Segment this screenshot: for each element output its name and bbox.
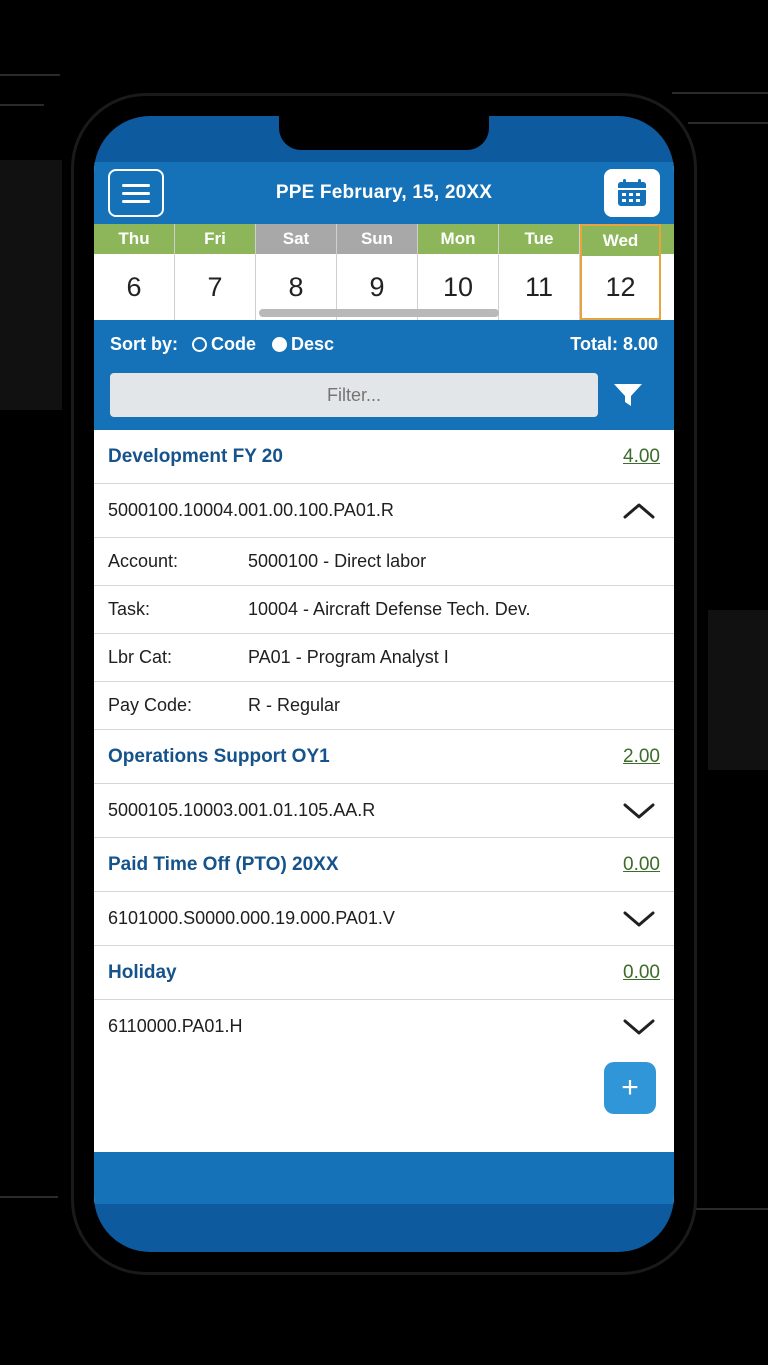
date-cell-13[interactable] [661,224,674,320]
charge-detail-row [94,586,674,634]
charge-detail-value: 5000100 - Direct labor [248,551,427,571]
charge-code-row[interactable] [94,1000,674,1052]
charge-code-row[interactable] [94,784,674,838]
sort-option-code-label: Code [211,333,257,354]
app-screen [94,162,674,1204]
date-cell-dayname: Sun [337,224,417,254]
page-title: PPE February, 15, 20XX [275,182,493,203]
chevron-down-icon[interactable] [618,909,660,929]
total-hours-label: Total: 8.00 [570,333,658,354]
sort-bar [94,320,674,368]
charge-detail-label: Task: [108,599,151,619]
charge-detail-row [94,538,674,586]
charge-group-row[interactable] [94,838,674,892]
charge-detail-value: PA01 - Program Analyst I [248,647,449,667]
calendar-glyph [617,179,647,207]
date-cell-daynumber: 11 [499,254,579,320]
date-cell-dayname: Mon [418,224,498,254]
list-footer [94,1052,674,1130]
background-line-4 [688,122,768,124]
background-line-2 [0,104,44,106]
date-cell-daynumber: 7 [175,254,255,320]
background-line-3 [672,92,768,94]
phone-screen-bezel [94,116,674,1252]
sort-option-desc-label: Desc [291,333,335,354]
background-panel-right [708,610,768,770]
date-cell-daynumber: 9 [337,254,417,320]
menu-bar-1 [122,184,150,187]
date-cell-daynumber: 10 [418,254,498,320]
date-cell-daynumber: 6 [94,254,174,320]
add-charge-button[interactable]: + [604,1062,656,1114]
sort-by-label: Sort by: [110,333,179,354]
chevron-down-icon[interactable] [618,1017,660,1037]
date-cell-7[interactable] [175,224,256,320]
background-line-6 [690,1208,768,1210]
date-strip[interactable] [94,224,674,320]
chevron-up-icon[interactable] [618,501,660,521]
charge-group-hours[interactable]: 0.00 [623,961,660,983]
date-cell-dayname: Thu [94,224,174,254]
date-cell-10[interactable] [418,224,499,320]
filter-bar [94,368,674,430]
charge-group-name: Operations Support OY1 [108,745,330,767]
chevron-down-icon[interactable] [618,801,660,821]
date-cell-11[interactable] [499,224,580,320]
charge-code-text: 5000100.10004.001.00.100.PA01.R [108,500,394,520]
charge-detail-value: R - Regular [248,695,341,715]
radio-code-icon [192,337,207,352]
phone-device-frame [74,96,694,1272]
date-cell-6[interactable] [94,224,175,320]
charge-code-row[interactable] [94,892,674,946]
charge-detail-label: Account: [108,551,179,571]
date-cell-daynumber: 8 [256,254,336,320]
background-line-5 [0,1196,58,1198]
charge-group-name: Development FY 20 [108,445,283,467]
menu-bar-2 [122,192,150,195]
app-header [94,162,674,224]
charge-detail-label: Lbr Cat: [108,647,173,667]
hamburger-menu-icon[interactable] [108,169,164,217]
date-cell-12[interactable] [580,224,661,320]
charge-group-hours[interactable]: 4.00 [623,445,660,467]
sort-option-desc[interactable] [272,334,334,355]
date-cell-dayname: Wed [582,226,659,256]
charge-group-name: Paid Time Off (PTO) 20XX [108,853,339,875]
charge-group-row[interactable] [94,730,674,784]
funnel-glyph [613,382,643,408]
charge-detail-value: 10004 - Aircraft Defense Tech. Dev. [248,599,531,619]
background-panel-left [0,160,62,410]
sort-option-code[interactable] [192,334,256,355]
date-cell-9[interactable] [337,224,418,320]
charge-code-row[interactable] [94,484,674,538]
date-cell-dayname: Sat [256,224,336,254]
phone-notch [279,116,489,150]
date-cell-8[interactable] [256,224,337,320]
charge-group-hours[interactable]: 2.00 [623,745,660,767]
search-input[interactable] [110,373,598,417]
bottom-bar [94,1152,674,1204]
radio-desc-icon [272,337,287,352]
date-cell-dayname: Tue [499,224,579,254]
date-cell-daynumber [661,254,674,320]
charge-group-row[interactable] [94,946,674,1000]
charge-group-row[interactable] [94,430,674,484]
charge-code-text: 6110000.PA01.H [108,1016,243,1036]
charge-detail-label: Pay Code: [108,695,193,715]
background-line-1 [0,74,60,76]
charge-code-text: 5000105.10003.001.01.105.AA.R [108,800,376,820]
menu-bar-3 [122,200,150,203]
date-cell-daynumber: 12 [582,256,659,318]
charge-group-name: Holiday [108,961,177,983]
charge-detail-row [94,682,674,730]
charge-code-text: 6101000.S0000.000.19.000.PA01.V [108,908,395,928]
date-cell-dayname [661,224,674,254]
charge-code-list[interactable] [94,430,674,1052]
charge-group-hours[interactable]: 0.00 [623,853,660,875]
charge-detail-row [94,634,674,682]
date-cell-dayname: Fri [175,224,255,254]
filter-funnel-icon[interactable] [598,382,658,408]
calendar-icon[interactable] [604,169,660,217]
